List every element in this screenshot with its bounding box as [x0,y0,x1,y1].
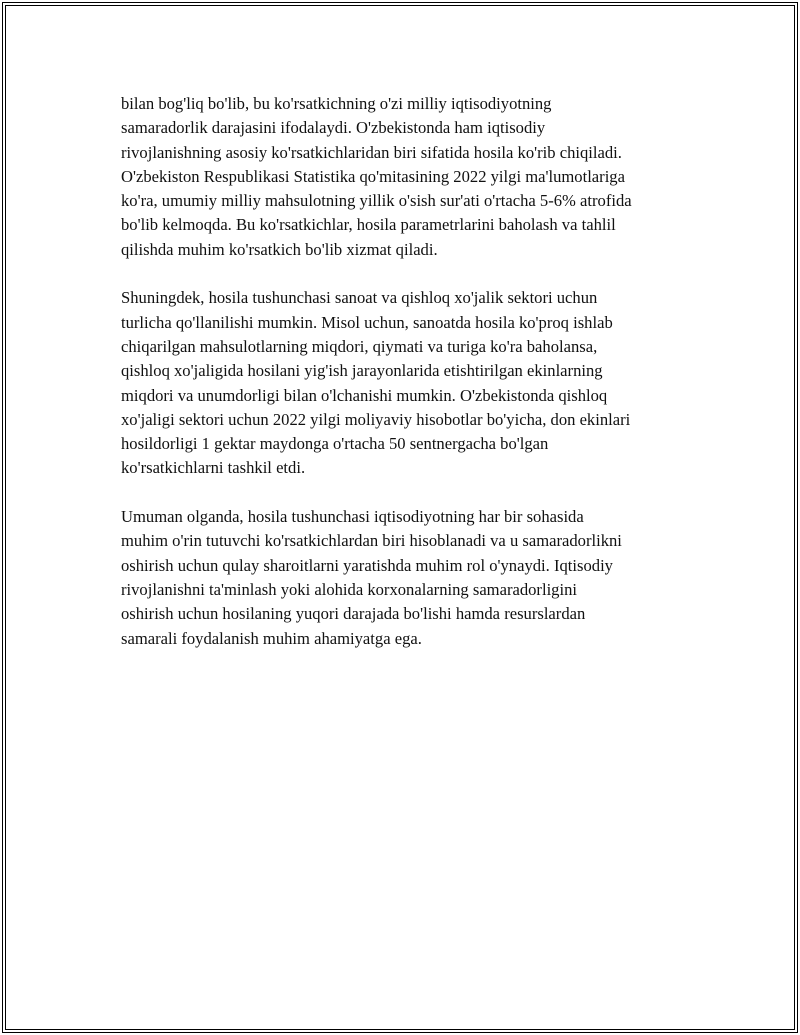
text-line: rivojlanishni ta'minlash yoki alohida korxonalarning samaradorligini [121,579,577,599]
text-line: qishloq xo'jaligida hosilani yig'ish jarayonlarida etishtirilgan ekinlarning [121,361,603,381]
text-line: qilishda muhim ko'rsatkich bo'lib xizmat qiladi. [121,239,438,259]
text-line: bilan bog'liq bo'lib, bu ko'rsatkichning o'zi milliy iqtisodiyotning [121,94,552,113]
text-line: O'zbekiston Respublikasi Statistika qo'mitasining 2022 yilgi ma'lumotlariga [121,166,625,186]
document-body [121,92,701,675]
paragraph-2 [121,286,701,480]
text-line: ko'rsatkichlarni tashkil etdi. [121,458,306,478]
text-line: ko'ra, umumiy milliy mahsulotning yillik o'sish sur'ati o'rtacha 5-6% atrofida [121,191,632,211]
text-line: chiqarilgan mahsulotlarning miqdori, qiymati va turiga ko'ra baholansa, [121,336,598,356]
text-line: Shuningdek, hosila tushunchasi sanoat va qishloq xo'jalik sektori uchun [121,288,598,308]
text-line: rivojlanishning asosiy ko'rsatkichlaridan biri sifatida hosila ko'rib chiqiladi. [121,142,622,162]
page-border [2,2,798,1033]
text-line: xo'jaligi sektori uchun 2022 yilgi moliyaviy hisobotlar bo'yicha, don ekinlari [121,409,631,429]
text-line: samaradorlik darajasini ifodalaydi. O'zbekistonda ham iqtisodiy [121,118,546,138]
text-line: Umuman olganda, hosila tushunchasi iqtisodiyotning har bir sohasida [121,507,584,527]
text-line: miqdori va unumdorligi bilan o'lchanishi mumkin. O'zbekistonda qishloq [121,385,608,405]
text-line: muhim o'rin tutuvchi ko'rsatkichlardan biri hisoblanadi va u samaradorlikni [121,531,622,551]
text-line: hosildorligi 1 gektar maydonga o'rtacha 50 sentnergacha bo'lgan [121,434,549,454]
text-line: oshirish uchun hosilaning yuqori darajada bo'lishi hamda resurslardan [121,604,586,624]
text-line: oshirish uchun qulay sharoitlarni yaratishda muhim rol o'ynaydi. Iqtisodiy [121,555,613,575]
text-line: turlicha qo'llanilishi mumkin. Misol uchun, sanoatda hosila ko'proq ishlab [121,312,613,332]
paragraph-3 [121,505,701,651]
paragraph-1 [121,92,701,262]
text-line: samarali foydalanish muhim ahamiyatga ega. [121,628,422,648]
text-line: bo'lib kelmoqda. Bu ko'rsatkichlar, hosila parametrlarini baholash va tahlil [121,215,616,235]
